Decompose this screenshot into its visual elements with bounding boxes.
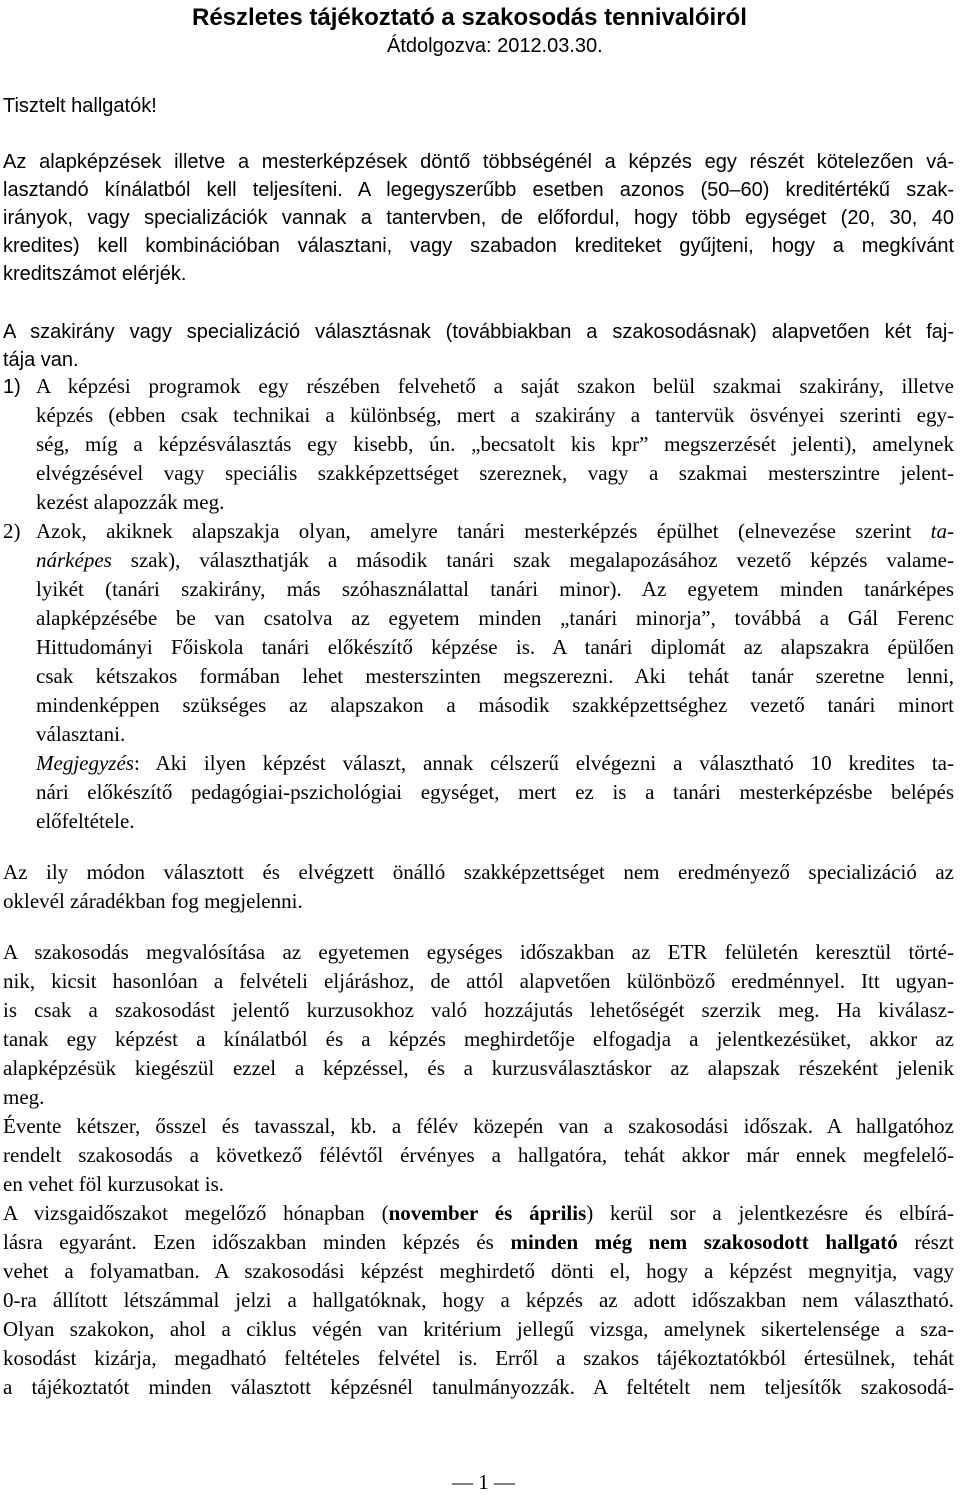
text-line: Az ily módon választott és elvégzett önálló szakképzettséget nem eredményező specializáció az [3, 860, 954, 884]
text-line: rendelt szakosodás a következő félévtől érvényes a hallgatóra, tehát akkor már ennek megfelelő- [3, 1143, 954, 1167]
text-line: tanak egy képzést a kínálatból és a képzés meghirdetője elfogadja a jelentkezésüket, akkor az [3, 1027, 954, 1051]
text-line: A szakirány vagy specializáció választásnak (továbbiakban a szakosodásnak) alapvetően két faj- [3, 321, 954, 343]
text-line: Az alapképzések illetve a mesterképzések döntő többségénél a képzés egy részét kötelezően vá- [3, 151, 954, 173]
text-line: mindenképpen szükséges az alapszakon a második szakképzettséghez vezető tanári minort [36, 693, 954, 717]
text-line: oklevél záradékban fog megjelenni. [3, 889, 303, 913]
text-line: képzés (ebben csak technikai a különbség, mert a szakirány a tantervük ösvényei szerinti egy- [36, 403, 954, 427]
text-line: meg. [3, 1085, 45, 1109]
text-line: Olyan szakokon, ahol a ciklus végén van kritérium jellegű vizsga, amelynek sikertelensége a sza- [3, 1317, 954, 1341]
revision-date: Átdolgozva: 2012.03.30. [387, 35, 603, 57]
text-line: A szakosodás megvalósítása az egyetemen egységes időszakban az ETR felületén keresztül törté- [3, 940, 954, 964]
text-line: nári előkészítő pedagógiai-pszichológiai egységet, mert ez is a tanári mesterképzésbe belépés [36, 780, 954, 804]
text-line: Hittudományi Főiskola tanári előkészítő képzése is. A tanári diplomát az alapszakra épülően [36, 635, 954, 659]
text-line: alapképzésük kiegészül ezzel a képzéssel, és a kurzusválasztáskor az alapszak részeként jelenik [3, 1056, 954, 1080]
text-line: Azok, akiknek alapszakja olyan, amelyre tanári mesterképzés épülhet (elnevezése szerint ta- [36, 519, 954, 543]
text-line: A képzési programok egy részében felvehető a saját szakon belül szakmai szakirány, illetve [36, 374, 954, 398]
salutation: Tisztelt hallgatók! [3, 95, 157, 117]
text-line: lyikét (tanári szakirány, más szóhasználattal tanári minor). Az egyetem minden tanárképes [36, 577, 954, 601]
text-line: vehet a folyamatban. A szakosodási képzést meghirdető dönti el, hogy a képzést megnyitja, vagy [3, 1259, 954, 1283]
text-line: a tájékoztatót minden választott képzésnél tanulmányozzák. A feltételt nem teljesítők szakosodá- [3, 1375, 954, 1399]
text-line: választani. [36, 722, 126, 746]
page-number: — 1 — [452, 1470, 515, 1494]
text-line: en vehet föl kurzusokat is. [3, 1172, 225, 1196]
list-marker: 2) [3, 519, 21, 543]
text-line: is csak a szakosodást jelentő kurzusokhoz való hozzájutás lehetőségét szerzik meg. Ha kiválasz- [3, 998, 954, 1022]
text-line: lásra egyaránt. Ezen időszakban minden képzés és minden még nem szakosodott hallgató részt [3, 1230, 954, 1254]
text-line: 0-ra állított létszámmal jelzi a hallgatóknak, hogy a képzés az adott időszakban nem választható. [3, 1288, 954, 1312]
text-line: tája van. [3, 349, 79, 371]
text-line: kezést alapozzák meg. [36, 490, 225, 514]
text-line: kredites) kell kombinációban választani, vagy szabadon krediteket gyűjteni, hogy a megkívánt [3, 235, 954, 257]
text-line: Évente kétszer, ősszel és tavasszal, kb. a félév közepén van a szakosodási időszak. A hallgatóhoz [3, 1114, 954, 1138]
text-line: A vizsgaidőszakot megelőző hónapban (november és április) kerül sor a jelentkezésre és elbírá- [3, 1201, 954, 1225]
text-line: irányok, vagy specializációk vannak a tantervben, de előfordul, hogy több egységet (20, 30, 40 [3, 207, 954, 229]
text-line: előfeltétele. [36, 809, 135, 833]
text-line: lasztandó kínálatból kell teljesíteni. A legegyszerűbb esetben azonos (50–60) kreditértékű szak- [3, 179, 954, 201]
note-line: Megjegyzés: Aki ilyen képzést választ, annak célszerű elvégezni a választható 10 kredites ta- [36, 751, 954, 775]
text-line: csak kétszakos formában lehet mesterszinten megszerezni. Aki tehát tanár szeretne lenni, [36, 664, 954, 688]
list-marker: 1) [3, 376, 21, 398]
text-line: elvégzésével vagy speciális szakképzettséget szereznek, vagy a szakmai mesterszintre jelent- [36, 461, 954, 485]
text-line: nárképes szak), választhatják a második tanári szak megalapozásához vezető képzés valame- [36, 548, 955, 572]
text-line: alapképzésébe be van csatolva az egyetem minden „tanári minorja”, továbbá a Gál Ferenc [36, 606, 954, 630]
text-line: kosodást kizárja, megadható feltételes felvétel is. Erről a szakos tájékoztatókból értesülnek, tehát [3, 1346, 954, 1370]
document-title: Részletes tájékoztató a szakosodás tennivalóiról [192, 4, 747, 31]
text-line: ség, míg a képzésválasztás egy kisebb, ún. „becsatolt kis kpr” megszerzését jelenti), amelynek [36, 432, 954, 456]
text-line: kreditszámot elérjék. [3, 263, 187, 285]
text-line: nik, kicsit hasonlóan a felvételi eljáráshoz, de attól alapvetően különböző eredménnyel. Itt ugyan- [3, 969, 954, 993]
